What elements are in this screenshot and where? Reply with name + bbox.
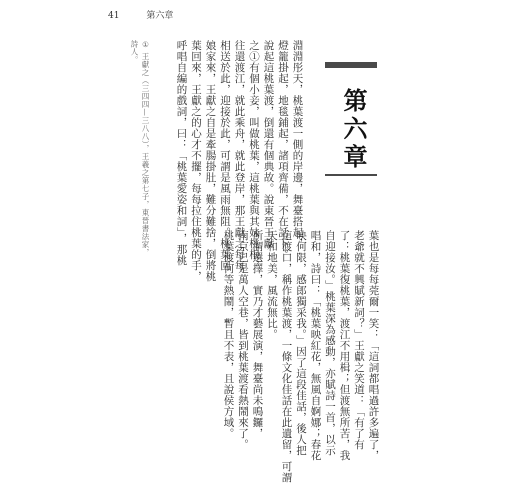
text-column: 呼唱自編的戲詞，曰：「桃葉愛姿和詞」，那桃 [175, 40, 188, 266]
text-column: 了：桃葉復桃葉，渡江不用楫；但渡無所苦，我 [338, 230, 351, 461]
text-column: 說起這桃葉渡，倒還有個典故。說東晉王獻 [262, 40, 275, 249]
text-column: 天和地美，風流無比。 [266, 230, 278, 340]
text-column: 相送於此，迎接於此，可謂是風雨無阻。桃葉回 [219, 40, 231, 271]
text-column: 老爺就不興賦新詞？」王獻之笑道：「有了有 [353, 230, 365, 450]
text-column: 淵淵彤天，桃葉渡一側的岸邊，舞臺搭起， [291, 40, 304, 249]
footnote-line: ① 王獻之（三四四—三八八），王羲之第七子，東晉書法家， [141, 40, 150, 257]
text-column: 所謂選擇，實乃才藝展演，舞臺尚未鳴鑼， [251, 230, 264, 439]
page-header [108, 8, 197, 21]
text-column: 映何限，感郎獨采我。」因了這段佳話，後人把 [295, 230, 307, 456]
text-column: 南京已是萬人空巷，皆到桃葉渡看熱鬧來了。 [237, 230, 249, 450]
text-column: 娘家來，王獻之自是牽腸掛肚，難分難捨，倒將桃 [204, 40, 217, 282]
text-column: 這渡口，稱作桃葉渡，一條文化佳話在此遺留，可謂 [280, 230, 293, 483]
chapter-title: 第六章 [339, 88, 368, 172]
text-column: 自迎接汝。」桃葉深為感動，亦賦詩一首，以示 [324, 230, 336, 456]
text-column: 往還渡江，就此乘舟，就此登岸，那王獻之每每 [233, 40, 246, 271]
footnote-line: 詩人。 [130, 40, 139, 64]
running-title: 第六章 [146, 11, 174, 21]
chapter-rule-top [325, 62, 377, 68]
text-column: 葉回來，王獻之的心才不擺，每每拉住桃葉的手， [190, 40, 202, 282]
page-number: 41 [108, 11, 120, 21]
chapter-rule-bottom [325, 174, 377, 176]
text-column: 燈籠掛起，地毯鋪起，諸項齊備，不在話下。 [277, 40, 289, 260]
text-column: 桃葉渡何等熱鬧，暫且不表，且說侯方域。 [222, 230, 235, 439]
text-column: 唱和，詩曰：「桃葉映紅花，無風自婀娜；春花 [309, 230, 322, 461]
text-column: 葉也是每每莞爾一笑：「這詞都唱過許多遍了， [367, 230, 380, 461]
text-column: 之①有個小妾，叫做桃葉，這桃葉與其妹桃根， [248, 40, 260, 271]
